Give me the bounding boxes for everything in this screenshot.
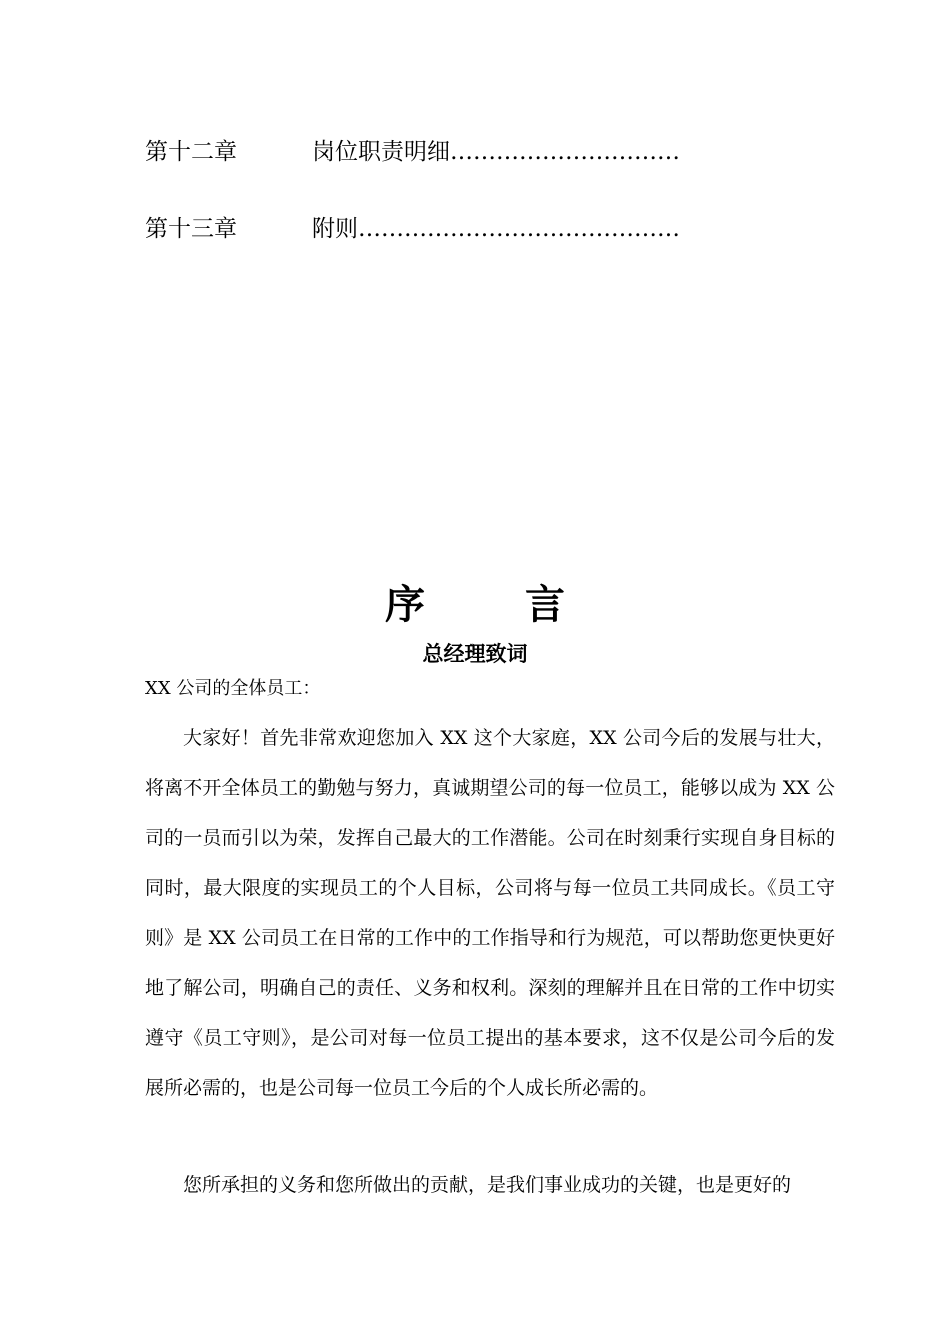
body-paragraph: 您所承担的义务和您所做出的贡献，是我们事业成功的关键，也是更好的 bbox=[183, 1174, 792, 1196]
toc-entry bbox=[145, 137, 680, 167]
toc-chapter-title: 附则…………………………………… bbox=[312, 216, 680, 242]
body-paragraph: 大家好！首先非常欢迎您加入 XX 这个大家庭，XX 公司今后的发展与壮大，将离不开全体员工的勤勉与努力，真诚期望公司的每一位员工，能够以成为 XX 公司的一员而引以为荣，发挥自己最大的工作潜能。公司在时刻秉行实现自身目标的同时，最大限度的实现员工的个人目标，公司将与每一位员工共同成长。《员工守则》是 XX 公司员工在日常的工作中的工作指导和行为规范，可以帮助您更快更好地了解公司，明确自己的责任、义务和权利。深刻的理解并且在日常的工作中切实遵守《员工守则》，是公司对每一位员工提出的基本要求，这不仅是公司今后的发展所必需的，也是公司每一位员工今后的个人成长所必需的。 bbox=[145, 727, 835, 1099]
preface-heading bbox=[0, 580, 950, 630]
toc-entry bbox=[145, 214, 680, 244]
preface-heading-char: 言 bbox=[525, 582, 565, 628]
preface-subheading: 总经理致词 bbox=[422, 642, 528, 666]
preface-heading-char: 序 bbox=[385, 582, 425, 628]
toc-chapter-title: 岗位职责明细………………………… bbox=[312, 139, 680, 165]
toc-chapter-number: 第十二章 bbox=[145, 139, 237, 165]
toc-chapter-number: 第十三章 bbox=[145, 216, 237, 242]
salutation: XX 公司的全体员工： bbox=[145, 678, 321, 699]
